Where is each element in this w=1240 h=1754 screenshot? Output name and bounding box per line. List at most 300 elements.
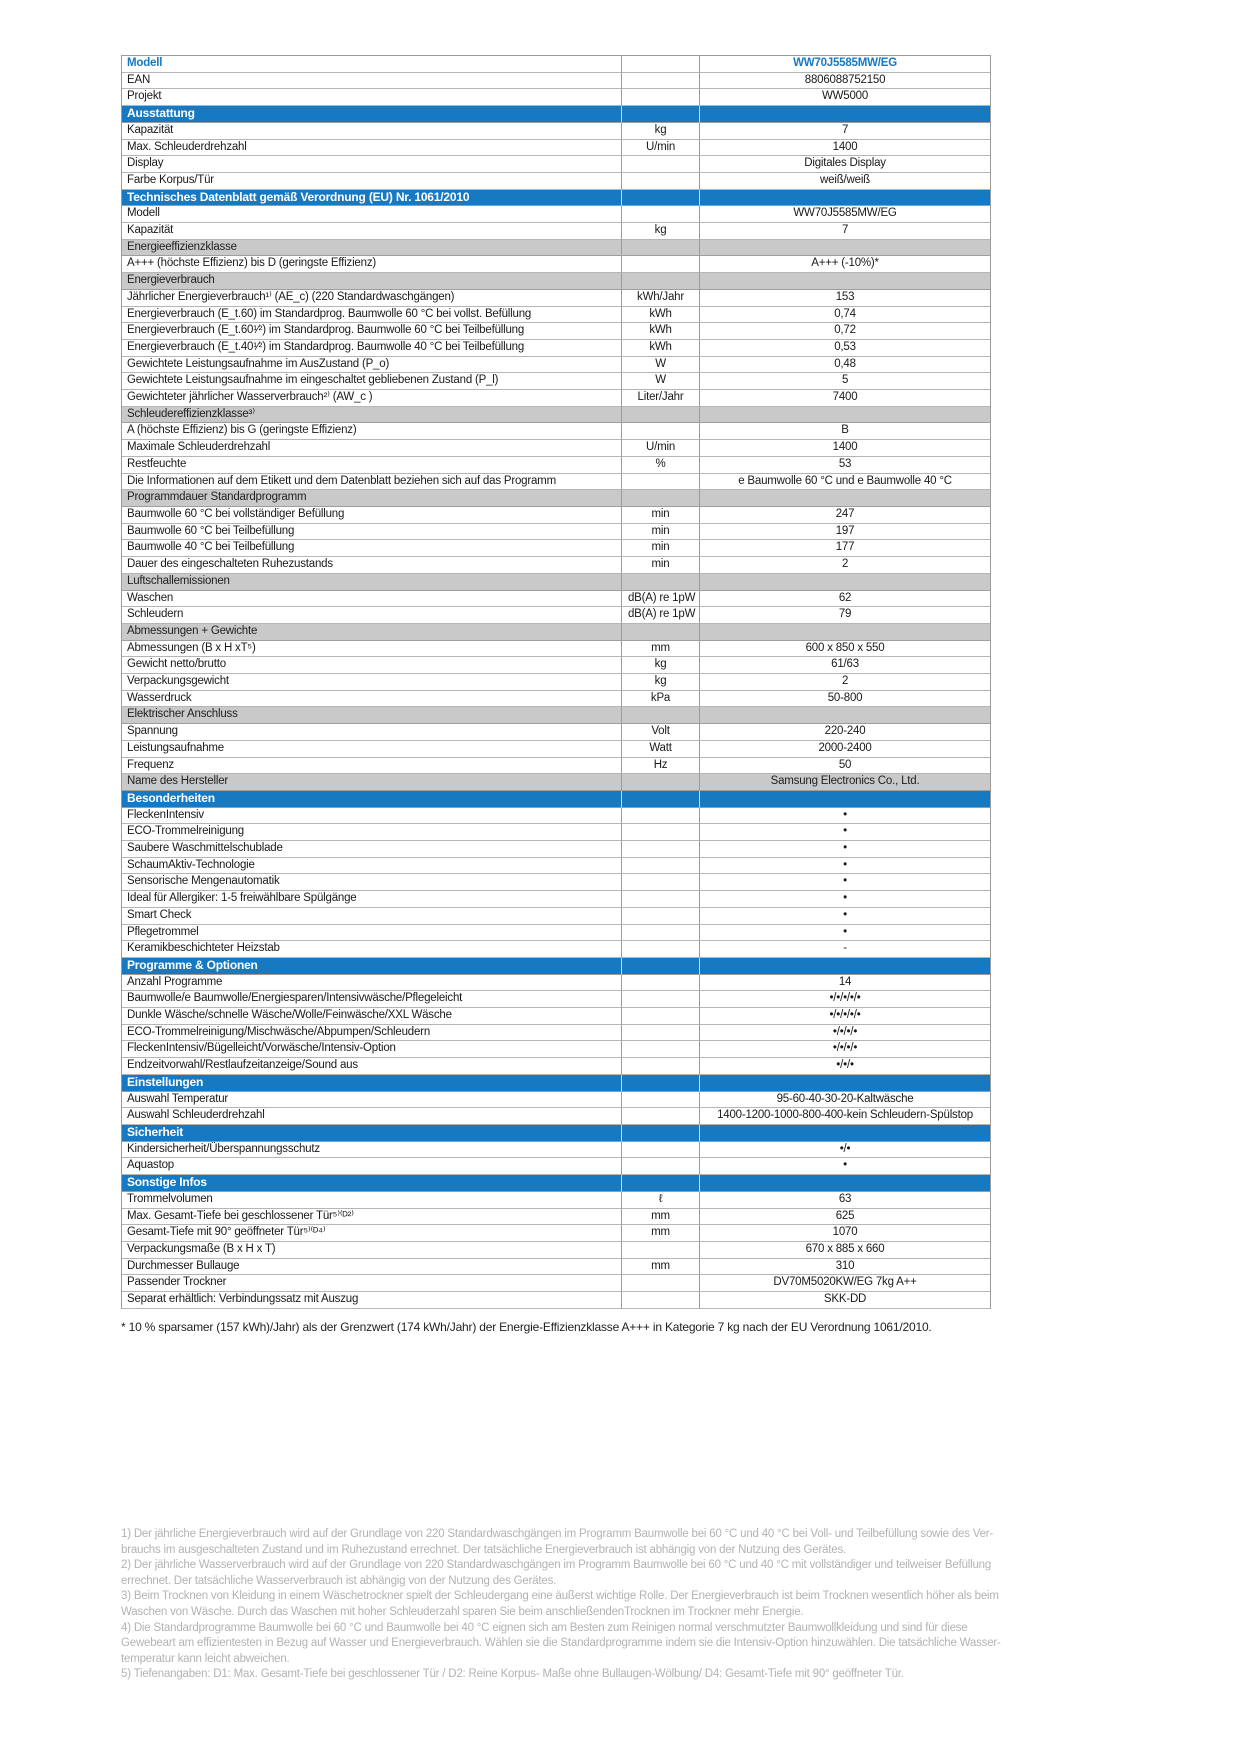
row-label: Ausstattung <box>122 106 622 123</box>
row-label: Luftschallemissionen <box>122 574 622 591</box>
row-unit <box>622 56 700 73</box>
spec-row <box>122 891 990 908</box>
row-unit: kg <box>622 657 700 674</box>
row-value: 2000-2400 <box>700 741 990 758</box>
row-label: Programmdauer Standardprogramm <box>122 490 622 507</box>
row-label: Gewichtete Leistungsaufnahme im AusZustand (P_o) <box>122 357 622 374</box>
row-label: Elektrischer Anschluss <box>122 707 622 724</box>
spec-row <box>122 423 990 440</box>
row-label: Kapazität <box>122 123 622 140</box>
row-unit <box>622 925 700 942</box>
row-label: Energieverbrauch (E_t.40¹⁄²) im Standardprog. Baumwolle 40 °C bei Teilbefüllung <box>122 340 622 357</box>
row-value: •/•/•/• <box>700 1041 990 1058</box>
row-value: 0,53 <box>700 340 990 357</box>
row-value: 310 <box>700 1259 990 1276</box>
row-value: 95-60-40-30-20-Kaltwäsche <box>700 1092 990 1109</box>
spec-row <box>122 56 990 73</box>
row-unit: kPa <box>622 691 700 708</box>
row-label: Ideal für Allergiker: 1-5 freiwählbare Spülgänge <box>122 891 622 908</box>
spec-row <box>122 941 990 958</box>
row-unit <box>622 156 700 173</box>
footnotes-block <box>121 1527 1161 1683</box>
row-label: Kapazität <box>122 223 622 240</box>
row-value: 197 <box>700 524 990 541</box>
row-unit <box>622 173 700 190</box>
row-label: Endzeitvorwahl/Restlaufzeitanzeige/Sound aus <box>122 1058 622 1075</box>
section-header-row <box>122 190 990 207</box>
row-unit <box>622 874 700 891</box>
spec-row <box>122 173 990 190</box>
row-value: 0,48 <box>700 357 990 374</box>
row-unit <box>622 474 700 491</box>
row-value <box>700 490 990 507</box>
row-value: 2 <box>700 674 990 691</box>
row-unit <box>622 991 700 1008</box>
row-value: e Baumwolle 60 °C und e Baumwolle 40 °C <box>700 474 990 491</box>
row-unit <box>622 1008 700 1025</box>
row-label: Gesamt-Tiefe mit 90° geöffneter Tür⁵⁾⁽ᴰ⁴⁾ <box>122 1225 622 1242</box>
row-label: Max. Schleuderdrehzahl <box>122 140 622 157</box>
row-unit <box>622 1175 700 1192</box>
row-value <box>700 707 990 724</box>
spec-row <box>122 1292 990 1309</box>
footnote-line: temperatur kann leicht abweichen. <box>121 1652 290 1665</box>
spec-row <box>122 741 990 758</box>
spec-row <box>122 1209 990 1226</box>
section-header-row <box>122 1075 990 1092</box>
row-unit: mm <box>622 1209 700 1226</box>
row-unit <box>622 707 700 724</box>
row-value <box>700 791 990 808</box>
row-unit <box>622 908 700 925</box>
row-unit <box>622 574 700 591</box>
row-value: A+++ (-10%)* <box>700 256 990 273</box>
section-subheader-row <box>122 240 990 257</box>
row-value: • <box>700 874 990 891</box>
row-value: • <box>700 824 990 841</box>
row-value: •/•/•/• <box>700 1025 990 1042</box>
spec-row <box>122 674 990 691</box>
row-value: 14 <box>700 975 990 992</box>
row-unit <box>622 1041 700 1058</box>
spec-row <box>122 1142 990 1159</box>
row-label: Abmessungen + Gewichte <box>122 624 622 641</box>
row-unit <box>622 791 700 808</box>
row-unit: kg <box>622 223 700 240</box>
row-unit: min <box>622 507 700 524</box>
row-label: Sensorische Mengenautomatik <box>122 874 622 891</box>
row-unit <box>622 106 700 123</box>
spec-row <box>122 641 990 658</box>
row-value <box>700 1075 990 1092</box>
row-value: - <box>700 941 990 958</box>
row-label: EAN <box>122 73 622 90</box>
spec-row <box>122 874 990 891</box>
spec-row <box>122 1058 990 1075</box>
row-label: Verpackungsgewicht <box>122 674 622 691</box>
footnote-line: 4) Die Standardprogramme Baumwolle bei 60 °C und Baumwolle bei 40 °C eignen sich am Besten zum Reinigen normal verschmutzter Baumwollkleidung und sind für diese <box>121 1621 968 1634</box>
row-value: 7400 <box>700 390 990 407</box>
section-header-row <box>122 1175 990 1192</box>
row-label: Keramikbeschichteter Heizstab <box>122 941 622 958</box>
row-value: SKK-DD <box>700 1292 990 1309</box>
footnote-line: Waschen von Wäsche. Durch das Waschen mit hoher Schleuderzahl sparen Sie beim anschließendenTrocknen im Trockner mehr Energie. <box>121 1605 804 1618</box>
row-label: Sicherheit <box>122 1125 622 1142</box>
row-value: •/• <box>700 1142 990 1159</box>
row-unit: ℓ <box>622 1192 700 1209</box>
row-value: 50-800 <box>700 691 990 708</box>
row-unit: mm <box>622 641 700 658</box>
row-unit <box>622 190 700 207</box>
row-value: WW70J5585MW/EG <box>700 206 990 223</box>
row-label: SchaumAktiv-Technologie <box>122 858 622 875</box>
row-value: 62 <box>700 591 990 608</box>
row-label: Programme & Optionen <box>122 958 622 975</box>
row-value <box>700 240 990 257</box>
footnote-line: 3) Beim Trocknen von Kleidung in einem Wäschetrockner spielt der Schleudergang eine äußerst wichtige Rolle. Der Energieverbrauch ist beim Trocknen wesentlich höher als beim <box>121 1590 999 1603</box>
row-unit <box>622 1125 700 1142</box>
row-value: 220-240 <box>700 724 990 741</box>
row-value: 247 <box>700 507 990 524</box>
row-value: 177 <box>700 540 990 557</box>
row-unit <box>622 1275 700 1292</box>
row-unit: W <box>622 357 700 374</box>
row-value: WW70J5585MW/EG <box>700 56 990 73</box>
row-label: Durchmesser Bullauge <box>122 1259 622 1276</box>
row-label: Name des Hersteller <box>122 774 622 791</box>
row-value: 79 <box>700 607 990 624</box>
spec-row <box>122 89 990 106</box>
row-unit <box>622 808 700 825</box>
row-value: 0,72 <box>700 323 990 340</box>
spec-row <box>122 908 990 925</box>
row-label: Baumwolle 60 °C bei Teilbefüllung <box>122 524 622 541</box>
row-value: 0,74 <box>700 307 990 324</box>
row-label: Pflegetrommel <box>122 925 622 942</box>
row-value: DV70M5020KW/EG 7kg A++ <box>700 1275 990 1292</box>
spec-row <box>122 1041 990 1058</box>
spec-row <box>122 1242 990 1259</box>
row-unit <box>622 240 700 257</box>
row-unit: kWh <box>622 340 700 357</box>
row-value <box>700 407 990 424</box>
row-value <box>700 574 990 591</box>
row-value: 61/63 <box>700 657 990 674</box>
spec-row <box>122 724 990 741</box>
row-value <box>700 624 990 641</box>
row-unit <box>622 624 700 641</box>
spec-row <box>122 1225 990 1242</box>
row-label: Auswahl Schleuderdrehzahl <box>122 1108 622 1125</box>
spec-row <box>122 858 990 875</box>
row-unit <box>622 1142 700 1159</box>
spec-row <box>122 540 990 557</box>
row-label: Modell <box>122 56 622 73</box>
row-label: Farbe Korpus/Tür <box>122 173 622 190</box>
row-value <box>700 106 990 123</box>
row-unit <box>622 774 700 791</box>
row-value <box>700 273 990 290</box>
row-unit <box>622 1025 700 1042</box>
row-unit <box>622 73 700 90</box>
row-label: Gewichteter jährlicher Wasserverbrauch²⁾ (AW_c ) <box>122 390 622 407</box>
spec-row <box>122 591 990 608</box>
row-label: Baumwolle/e Baumwolle/Energiesparen/Intensivwäsche/Pflegeleicht <box>122 991 622 1008</box>
row-unit: kWh/Jahr <box>622 290 700 307</box>
row-value <box>700 1175 990 1192</box>
row-value: •/•/• <box>700 1058 990 1075</box>
row-unit <box>622 423 700 440</box>
section-subheader-row <box>122 574 990 591</box>
row-label: Modell <box>122 206 622 223</box>
spec-row <box>122 440 990 457</box>
row-unit <box>622 958 700 975</box>
row-label: Dauer des eingeschalteten Ruhezustands <box>122 557 622 574</box>
row-unit: mm <box>622 1259 700 1276</box>
row-value <box>700 190 990 207</box>
row-label: Besonderheiten <box>122 791 622 808</box>
row-value: 153 <box>700 290 990 307</box>
spec-row <box>122 808 990 825</box>
row-value: 63 <box>700 1192 990 1209</box>
footnote-line: 5) Tiefenangaben: D1: Max. Gesamt-Tiefe bei geschlossener Tür / D2: Reine Korpus- Maße ohne Bullaugen-Wölbung/ D4: Gesamt-Tiefe mit 90° geöffneter Tür. <box>121 1668 904 1681</box>
row-label: Wasserdruck <box>122 691 622 708</box>
section-subheader-row <box>122 707 990 724</box>
section-header-row <box>122 958 990 975</box>
row-unit <box>622 1075 700 1092</box>
row-value: 625 <box>700 1209 990 1226</box>
row-unit <box>622 858 700 875</box>
row-value: • <box>700 908 990 925</box>
row-unit: U/min <box>622 440 700 457</box>
footnote-line: brauchs im ausgeschalteten Zustand und im Ruhezustand errechnet. Der tatsächliche Energieverbrauch ist abhängig von der Nutzung des Gerätes. <box>121 1543 847 1556</box>
row-label: Jährlicher Energieverbrauch¹⁾ (AE_c) (220 Standardwaschgängen) <box>122 290 622 307</box>
spec-row <box>122 1192 990 1209</box>
spec-row <box>122 1008 990 1025</box>
row-label: Abmessungen (B x H xT⁵) <box>122 641 622 658</box>
row-label: Trommelvolumen <box>122 1192 622 1209</box>
row-label: Projekt <box>122 89 622 106</box>
row-unit: kWh <box>622 323 700 340</box>
row-label: Leistungsaufnahme <box>122 741 622 758</box>
row-value: •/•/•/•/• <box>700 1008 990 1025</box>
row-label: FleckenIntensiv <box>122 808 622 825</box>
asterisk-footnote: * 10 % sparsamer (157 kWh)/Jahr) als der Grenzwert (174 kWh/Jahr) der Energie-Effizienzklasse A+++ in Kategorie 7 kg nach der EU Verordnung 1061/2010. <box>121 1319 932 1334</box>
row-unit: kg <box>622 674 700 691</box>
row-unit: dB(A) re 1pW <box>622 607 700 624</box>
row-label: FleckenIntensiv/Bügelleicht/Vorwäsche/Intensiv-Option <box>122 1041 622 1058</box>
row-unit: Watt <box>622 741 700 758</box>
row-label: Schleudereffizienzklasse³⁾ <box>122 407 622 424</box>
spec-table-container <box>121 55 991 1334</box>
row-unit <box>622 975 700 992</box>
section-header-row <box>122 106 990 123</box>
spec-row <box>122 457 990 474</box>
row-unit <box>622 407 700 424</box>
row-value: 53 <box>700 457 990 474</box>
row-value: •/•/•/•/• <box>700 991 990 1008</box>
spec-row <box>122 474 990 491</box>
spec-row <box>122 841 990 858</box>
row-label: Passender Trockner <box>122 1275 622 1292</box>
row-label: ECO-Trommelreinigung <box>122 824 622 841</box>
row-value: • <box>700 925 990 942</box>
spec-row <box>122 774 990 791</box>
row-unit <box>622 1058 700 1075</box>
row-label: Frequenz <box>122 758 622 775</box>
row-label: Auswahl Temperatur <box>122 1092 622 1109</box>
row-label: Sonstige Infos <box>122 1175 622 1192</box>
spec-row <box>122 1025 990 1042</box>
row-value: B <box>700 423 990 440</box>
row-unit: Volt <box>622 724 700 741</box>
spec-row <box>122 925 990 942</box>
row-value: • <box>700 891 990 908</box>
row-label: Verpackungsmaße (B x H x T) <box>122 1242 622 1259</box>
spec-row <box>122 524 990 541</box>
row-value: 1400 <box>700 440 990 457</box>
row-unit: min <box>622 524 700 541</box>
row-value: WW5000 <box>700 89 990 106</box>
section-header-row <box>122 1125 990 1142</box>
row-unit <box>622 941 700 958</box>
row-unit: kg <box>622 123 700 140</box>
row-value: 1400 <box>700 140 990 157</box>
row-label: Gewicht netto/brutto <box>122 657 622 674</box>
row-unit: Hz <box>622 758 700 775</box>
section-header-row <box>122 791 990 808</box>
row-label: Separat erhältlich: Verbindungssatz mit Auszug <box>122 1292 622 1309</box>
row-value: • <box>700 808 990 825</box>
row-label: Kindersicherheit/Überspannungsschutz <box>122 1142 622 1159</box>
row-value: 2 <box>700 557 990 574</box>
spec-row <box>122 340 990 357</box>
row-value: • <box>700 1158 990 1175</box>
spec-row <box>122 1108 990 1125</box>
spec-row <box>122 256 990 273</box>
spec-row <box>122 357 990 374</box>
row-value: 1400-1200-1000-800-400-kein Schleudern-Spülstop <box>700 1108 990 1125</box>
spec-row <box>122 1275 990 1292</box>
spec-row <box>122 991 990 1008</box>
spec-row <box>122 1158 990 1175</box>
row-unit <box>622 841 700 858</box>
row-label: Waschen <box>122 591 622 608</box>
row-label: Saubere Waschmittelschublade <box>122 841 622 858</box>
spec-table <box>121 55 991 1309</box>
row-label: Einstellungen <box>122 1075 622 1092</box>
spec-row <box>122 824 990 841</box>
row-value: 50 <box>700 758 990 775</box>
row-unit: mm <box>622 1225 700 1242</box>
row-unit <box>622 206 700 223</box>
row-value: Digitales Display <box>700 156 990 173</box>
row-value: Samsung Electronics Co., Ltd. <box>700 774 990 791</box>
spec-row <box>122 307 990 324</box>
spec-row <box>122 557 990 574</box>
row-unit <box>622 490 700 507</box>
spec-row <box>122 758 990 775</box>
row-value: • <box>700 841 990 858</box>
row-value: 600 x 850 x 550 <box>700 641 990 658</box>
spec-row <box>122 507 990 524</box>
spec-row <box>122 140 990 157</box>
section-subheader-row <box>122 407 990 424</box>
footnote-line: 2) Der jährliche Wasserverbrauch wird auf der Grundlage von 220 Standardwaschgängen im Programm Baumwolle bei 60 °C und 40 °C mit vollständiger und teilweiser Befüllung <box>121 1559 992 1572</box>
row-label: ECO-Trommelreinigung/Mischwäsche/Abpumpen/Schleudern <box>122 1025 622 1042</box>
row-label: Display <box>122 156 622 173</box>
spec-row <box>122 290 990 307</box>
row-unit <box>622 1108 700 1125</box>
row-label: Technisches Datenblatt gemäß Verordnung (EU) Nr. 1061/2010 <box>122 190 622 207</box>
row-value <box>700 958 990 975</box>
row-unit: min <box>622 540 700 557</box>
row-label: Restfeuchte <box>122 457 622 474</box>
spec-row <box>122 206 990 223</box>
row-unit: Liter/Jahr <box>622 390 700 407</box>
spec-row <box>122 390 990 407</box>
row-unit <box>622 1158 700 1175</box>
row-label: Schleudern <box>122 607 622 624</box>
spec-row <box>122 223 990 240</box>
row-unit: W <box>622 373 700 390</box>
row-label: Energieverbrauch (E_t.60) im Standardprog. Baumwolle 60 °C bei vollst. Befüllung <box>122 307 622 324</box>
spec-row <box>122 123 990 140</box>
row-label: Anzahl Programme <box>122 975 622 992</box>
row-value: 7 <box>700 223 990 240</box>
spec-row <box>122 1092 990 1109</box>
row-label: Energieverbrauch (E_t.60¹⁄²) im Standardprog. Baumwolle 60 °C bei Teilbefüllung <box>122 323 622 340</box>
section-subheader-row <box>122 624 990 641</box>
section-subheader-row <box>122 490 990 507</box>
row-value: 5 <box>700 373 990 390</box>
row-label: Die Informationen auf dem Etikett und dem Datenblatt beziehen sich auf das Programm <box>122 474 622 491</box>
row-unit <box>622 891 700 908</box>
row-label: Baumwolle 40 °C bei Teilbefüllung <box>122 540 622 557</box>
row-label: Smart Check <box>122 908 622 925</box>
row-label: A (höchste Effizienz) bis G (geringste Effizienz) <box>122 423 622 440</box>
row-unit <box>622 1242 700 1259</box>
spec-row <box>122 73 990 90</box>
spec-row <box>122 156 990 173</box>
row-value: • <box>700 858 990 875</box>
footnote-line: Gewebeart am effizientesten in Bezug auf Wasser und Energieverbrauch. Wählen sie die Standardprogramme indem sie die Intensiv-Option hinzuwählen. Die tatsächliche Wasser- <box>121 1637 1001 1650</box>
row-label: A+++ (höchste Effizienz) bis D (geringste Effizienz) <box>122 256 622 273</box>
spec-row <box>122 607 990 624</box>
row-label: Dunkle Wäsche/schnelle Wäsche/Wolle/Feinwäsche/XXL Wäsche <box>122 1008 622 1025</box>
spec-row <box>122 657 990 674</box>
row-value: 1070 <box>700 1225 990 1242</box>
row-unit: dB(A) re 1pW <box>622 591 700 608</box>
row-label: Spannung <box>122 724 622 741</box>
row-value: 8806088752150 <box>700 73 990 90</box>
row-unit <box>622 256 700 273</box>
row-unit <box>622 273 700 290</box>
row-label: Energieverbrauch <box>122 273 622 290</box>
row-label: Baumwolle 60 °C bei vollständiger Befüllung <box>122 507 622 524</box>
row-unit <box>622 824 700 841</box>
row-label: Energieeffizienzklasse <box>122 240 622 257</box>
row-label: Maximale Schleuderdrehzahl <box>122 440 622 457</box>
row-unit: % <box>622 457 700 474</box>
row-label: Aquastop <box>122 1158 622 1175</box>
spec-row <box>122 373 990 390</box>
spec-row <box>122 975 990 992</box>
row-unit: U/min <box>622 140 700 157</box>
row-unit <box>622 1292 700 1309</box>
row-value <box>700 1125 990 1142</box>
row-value: weiß/weiß <box>700 173 990 190</box>
